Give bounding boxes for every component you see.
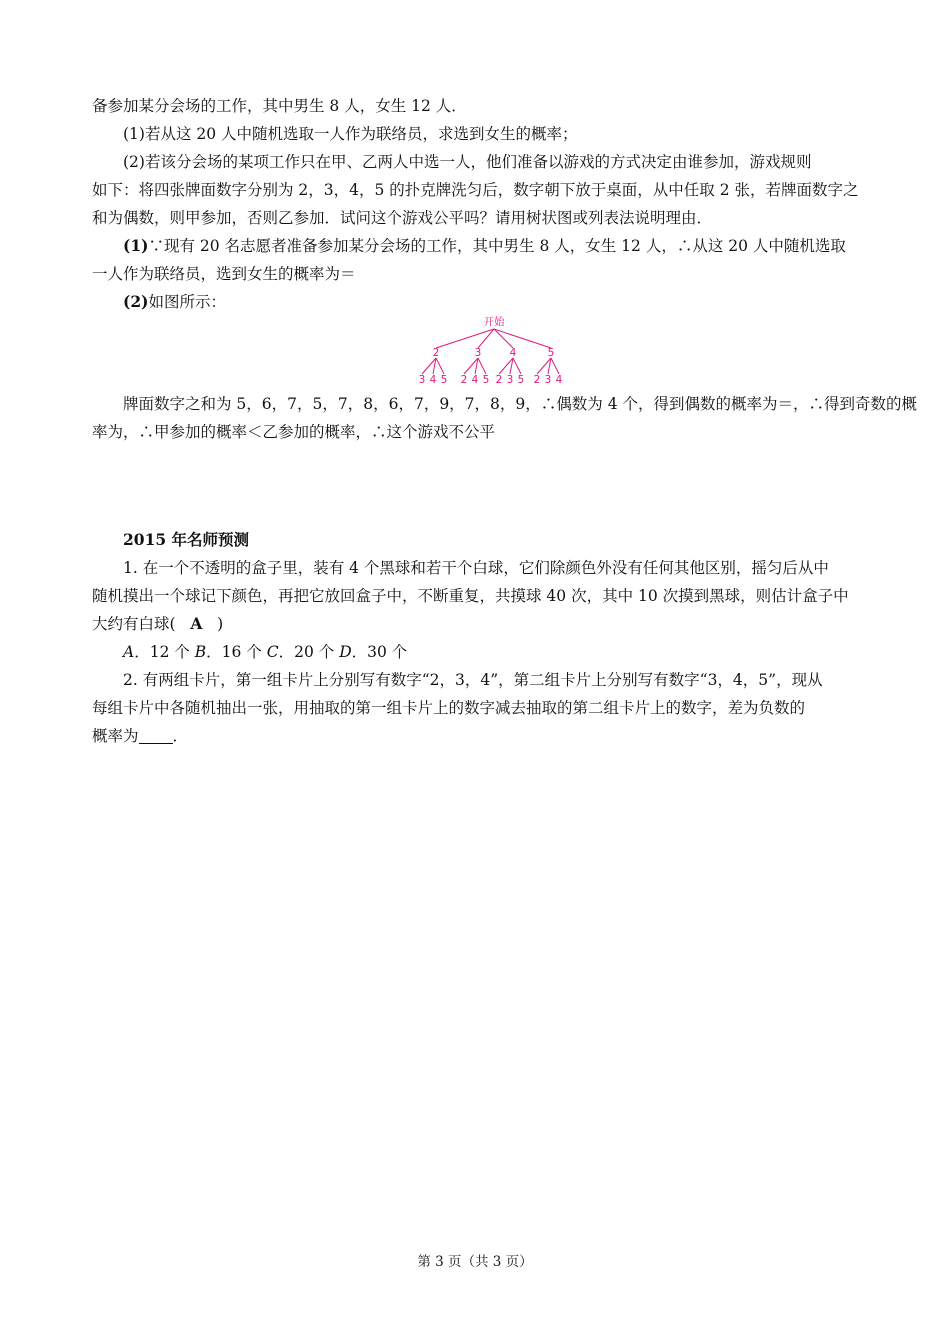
tree-level2-node: 3: [418, 374, 426, 386]
tree-level2-node: 2: [533, 374, 541, 386]
prediction-1-line-1: 1. 在一个不透明的盒子里，装有 4 个黑球和若干个白球，它们除颜色外没有任何其他区别，摇匀后从中: [123, 559, 829, 577]
question-2-line-2: 如下：将四张牌面数字分别为 2，3，4，5 的扑克牌洗匀后，数字朝下放于桌面，从中任取 2 张，若牌面数字之: [92, 181, 859, 199]
solution-summary: [92, 390, 917, 446]
answer-2-label: (2): [123, 292, 149, 311]
tree-level2-node: 2: [460, 374, 468, 386]
option-c-text: ．20 个: [278, 643, 340, 661]
tree-child-line: [478, 358, 486, 374]
option-d-letter: D: [339, 643, 352, 661]
tree-level2-node: 3: [506, 374, 514, 386]
question-1: (1)若从这 20 人中随机选取一人作为联络员，求选到女生的概率；: [123, 125, 578, 143]
tree-level2-node: 4: [471, 374, 479, 386]
prediction-1-answer: A: [190, 614, 203, 633]
tree-child-line: [513, 358, 521, 374]
sum-line-1: 牌面数字之和为 5，6，7，5，7，8，6，7，9，7，8，9，∴偶数为 4 个，得到偶数的概率为＝，∴得到奇数的概: [123, 395, 917, 413]
tree-level2-node: 4: [555, 374, 563, 386]
tree-level2-node: 5: [482, 374, 490, 386]
option-b-text: ．16 个: [206, 643, 267, 661]
answer-1-label: (1): [123, 236, 149, 255]
problem-line-1: 备参加某分会场的工作，其中男生 8 人，女生 12 人．: [92, 97, 467, 115]
tree-root: 开始: [483, 316, 505, 328]
option-c-letter: C: [266, 643, 279, 661]
tree-child-line: [436, 358, 444, 374]
answer-2-line: [92, 288, 860, 316]
probability-tree-diagram: [412, 313, 572, 388]
prediction-2-line-3: [92, 722, 860, 750]
prediction-1-options: [92, 638, 860, 666]
option-b-letter: B: [194, 643, 207, 661]
section-heading: 2015 年名师预测: [123, 530, 250, 549]
answer-1-line-1: [92, 232, 860, 260]
prediction-1-stem: 大约有白球(: [92, 615, 176, 633]
tree-level1-node: 5: [547, 347, 555, 359]
page-footer: 第 3 页（共 3 页）: [417, 1254, 533, 1270]
prediction-2-end: ．: [172, 727, 189, 745]
question-2-line-1: (2)若该分会场的某项工作只在甲、乙两人中选一人，他们准备以游戏的方式决定由谁参加，游戏规则: [123, 153, 812, 171]
tree-branch-line: [436, 329, 494, 348]
option-a-letter: A: [123, 643, 135, 661]
tree-level2-node: 4: [429, 374, 437, 386]
option-d-text: ．30 个: [351, 643, 408, 661]
tree-level1-node: 3: [474, 347, 482, 359]
answer-blank: [139, 727, 173, 744]
prediction-1-line-2: 随机摸出一个球记下颜色，再把它放回盒子中，不断重复，共摸球 40 次，其中 10 次摸到黑球，则估计盒子中: [92, 587, 849, 605]
answer-1-text: ∵现有 20 名志愿者准备参加某分会场的工作，其中男生 8 人，女生 12 人，∴从这 20 人中随机选取: [148, 237, 846, 255]
tree-level2-node: 2: [495, 374, 503, 386]
prediction-1-line-3: [92, 610, 860, 638]
tree-level1-node: 4: [509, 347, 517, 359]
prediction-section: [92, 526, 860, 750]
answer-1-line-2: 一人作为联络员，选到女生的概率为＝: [92, 265, 356, 283]
tree-level2-node: 3: [544, 374, 552, 386]
tree-level1-node: 2: [432, 347, 440, 359]
prediction-2-stem: 概率为: [92, 727, 139, 745]
answer-2-text: 如图所示：: [148, 293, 226, 311]
tree-level2-node: 5: [517, 374, 525, 386]
option-a-text: ．12 个: [134, 643, 195, 661]
prediction-2-line-2: 每组卡片中各随机抽出一张，用抽取的第一组卡片上的数字减去抽取的第二组卡片上的数字，差为负数的: [92, 699, 806, 717]
tree-child-line: [551, 358, 559, 374]
tree-level2-node: 5: [440, 374, 448, 386]
prediction-1-close: ): [217, 615, 224, 633]
tree-branch-line: [494, 329, 551, 348]
question-2-line-3: 和为偶数，则甲参加，否则乙参加．试问这个游戏公平吗？请用树状图或列表法说明理由．: [92, 209, 713, 227]
prediction-2-line-1: 2. 有两组卡片，第一组卡片上分别写有数字“2，3，4”，第二组卡片上分别写有数字“3，4，5”，现从: [123, 671, 823, 689]
sum-line-2: 率为，∴甲参加的概率＜乙参加的概率，∴这个游戏不公平: [92, 423, 496, 441]
page-content: [92, 92, 860, 316]
